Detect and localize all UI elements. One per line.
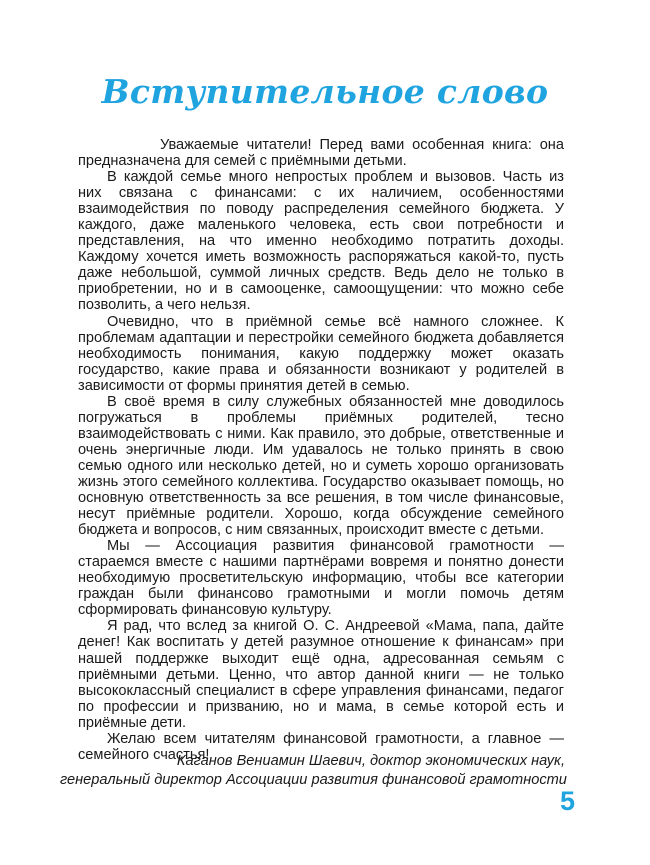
- paragraph: Желаю всем читателям финансовой грамотности, а главное — семейного счастья!: [78, 730, 564, 763]
- paragraph: В своё время в силу служебных обязанностей мне доводилось погружаться в проблемы приёмных родителей, тесно взаимодействовать с ними. Как правило, это добрые, ответственные и очень энергичные люди. Им удавалось не только принять в свою семью одного или несколько детей, но и суметь хорошо организовать жизнь этого семейного коллектива. Государство оказывает помощь, но основную ответственность за все решения, в том числе финансовые, несут приёмные родители. Хорошо, когда обсуждение семейного бюджета и вопросов, с ним связанных, происходит вместе с детьми.: [78, 393, 564, 539]
- page-number: 5: [560, 786, 576, 816]
- paragraph: Мы — Ассоциация развития финансовой грамотности — стараемся вместе с нашими партнёрами вовремя и понятно донести необходимую просветительскую информацию, чтобы все категории граждан были финансово грамотными и могли помочь детям сформировать финансовую культуру.: [78, 538, 564, 619]
- paragraph: Очевидно, что в приёмной семье всё намного сложнее. К проблемам адаптации и перестройки семейного бюджета добавляется необходимость понимания, какую поддержку может оказать государство, какие права и обязанности возникают у родителей в зависимости от формы принятия детей в семью.: [78, 313, 564, 394]
- article-body: [78, 137, 564, 763]
- page-title: Вступительное слово: [101, 72, 549, 111]
- paragraph: В каждой семье много непростых проблем и вызовов. Часть из них связана с финансами: с их наличием, особенностями взаимодействия по поводу распределения семейного бюджета. У каждого, даже маленького человека, есть свои потребности и представления, на что именно необходимо потратить доходы. Каждому хочется иметь возможность распоряжаться какой-то, пусть даже небольшой, суммой личных средств. Ведь дело не только в приобретении, но и в самооценке, самоощущении: что можно себе позволить, а чего нельзя.: [78, 169, 564, 314]
- paragraph: Я рад, что вслед за книгой О. С. Андреевой «Мама, папа, дайте денег! Как воспитать у детей разумное отношение к финансам» при нашей поддержке выходит ещё одна, адресованная семьям с приёмными детьми. Ценно, что автор данной книги — не только высококлассный специалист в сфере управления финансами, педагог по профессии и призванию, но и мама, в семье которой есть и приёмные дети.: [78, 618, 564, 731]
- signature: [60, 752, 565, 790]
- signature-name-line: Каганов Вениамин Шаевич, доктор экономических наук,: [176, 753, 565, 769]
- paragraph: Уважаемые читатели! Перед вами особенная книга: она предназначена для семей с приёмными детьми.: [78, 137, 564, 170]
- signature-title-line: генеральный директор Ассоциации развития финансовой грамотности: [60, 772, 567, 788]
